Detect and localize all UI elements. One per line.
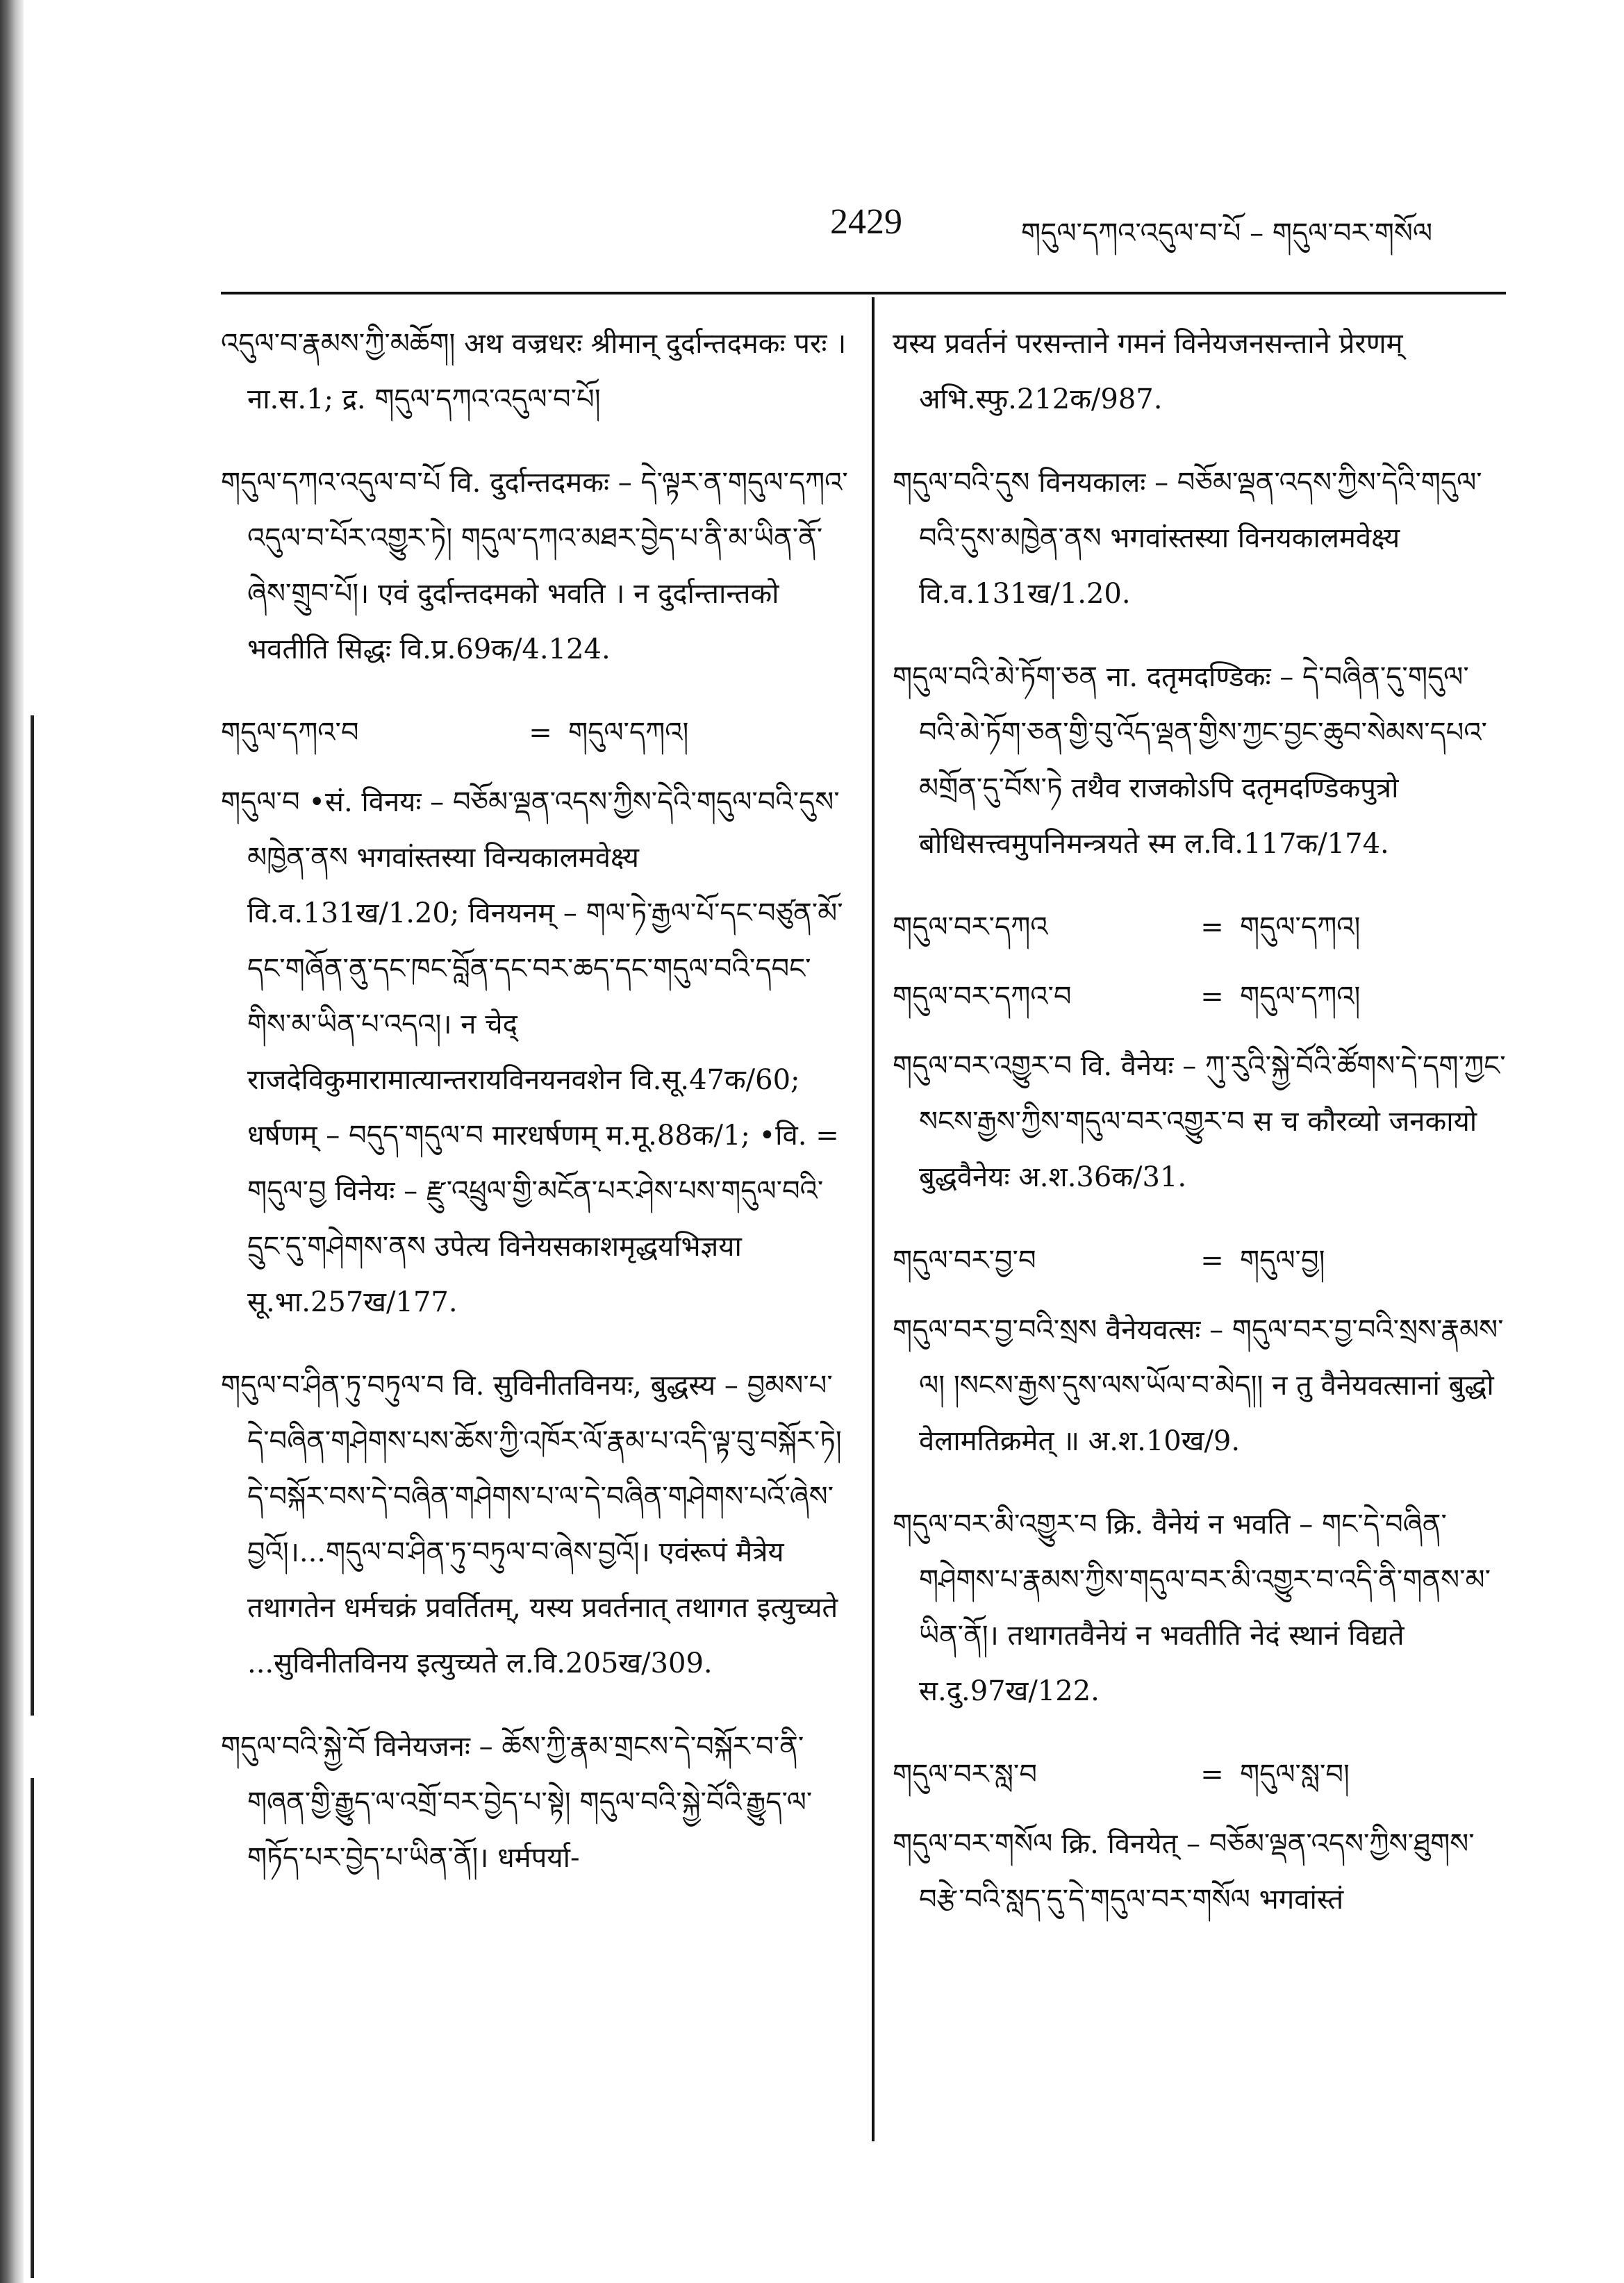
- dictionary-entry: [893, 455, 1507, 622]
- header-rule: [221, 292, 1506, 294]
- dictionary-entry: [221, 774, 850, 1330]
- cross-reference-term: གདུལ་བར་དཀའ་བ: [893, 981, 1072, 1013]
- entry-text: यस्य प्रवर्तनं परसन्ताने गमनं विनेयजनसन्ताने प्रेरणम् अभि.स्फु.212क/987.: [893, 328, 1403, 415]
- page-number: 2429: [830, 202, 902, 242]
- running-head: གདུལ་དཀའ་འདུལ་བ་པོ – གདུལ་བར་གསོལ: [1021, 217, 1433, 249]
- cross-reference-eq: =: [529, 717, 552, 749]
- left-column: [221, 316, 850, 2136]
- entry-text: གདུལ་བའི་དུས विनयकालः – བཅོམ་ལྡན་འདས་ཀྱིས་དེའི་གདུལ་བའི་དུས་མཁྱེན་ནས भगवांस्तस्या विनयकालमवेक्ष्य वि.व.131ख/1.20.: [893, 467, 1482, 610]
- column-divider: [872, 297, 875, 2141]
- scan-edge: [0, 0, 24, 2283]
- entry-text: གདུལ་བར་འགྱུར་བ वि. वैनेयः – ཀུ་རུའི་སྐྱེ་བོའི་ཚོགས་དེ་དག་ཀྱང་སངས་རྒྱས་ཀྱིས་གདུལ་བར་འགྱུར་བ स च कौरव्यो जनकायो बुद्धवैनेयः अ.श.36क/31.: [893, 1050, 1506, 1193]
- cross-reference-eq: =: [1200, 911, 1224, 943]
- cross-reference: [893, 969, 1507, 1024]
- entry-text: གདུལ་བར་གསོལ क्रि. विनयेत् – བཅོམ་ལྡན་འདས་ཀྱིས་ཐུགས་བརྩེ་བའི་སླད་དུ་དེ་གདུལ་བར་གསོལ भगवांस्तं: [893, 1828, 1475, 1916]
- entry-text: གདུལ་དཀའ་འདུལ་བ་པོ वि. दुर्दान्तदमकः – དེ་ལྟར་ན་གདུལ་དཀའ་འདུལ་བ་པོར་འགྱུར་ཏེ། གདུལ་དཀའ་མཐར་བྱེད་པ་ནི་མ་ཡིན་ནོ་ཞེས་གྲུབ་པོ།। एवं दुर्दान्तदमको भवति । न दुर्दान्तान्तको भवतीति सिद्धः वि.प्र.69क/4.124.: [221, 467, 848, 665]
- entry-text: གདུལ་བ་ཤིན་ཏུ་བཏུལ་བ वि. सुविनीतविनयः, बुद्धस्य – བྱམས་པ་དེ་བཞིན་གཤེགས་པས་ཆོས་ཀྱི་འཁོར་ལོ་རྣམ་པ་འདི་ལྟ་བུ་བསྐོར་ཏེ། དེ་བསྐོར་བས་དེ་བཞིན་གཤེགས་པ་ལ་དེ་བཞིན་གཤེགས་པའོ་ཞེས་བྱའོ།।...གདུལ་བ་ཤིན་ཏུ་བཏུལ་བ་ཞེས་བྱའོ།। एवंरूपं मैत्रेय तथागतेन धर्मचक्रं प्रवर्तितम्, यस्य प्रवर्तनात् तथागत इत्युच्यते ...सुविनीतविनय इत्युच्यते ल.वि.205ख/309.: [221, 1370, 842, 1679]
- cross-reference: [893, 899, 1507, 955]
- dictionary-entry: [893, 1302, 1507, 1469]
- dictionary-entry: [221, 455, 850, 677]
- cross-reference-eq: =: [1200, 981, 1224, 1013]
- cross-reference-term: གདུལ་བར་དཀའ: [893, 911, 1048, 943]
- scan-edge-mark: [31, 1778, 34, 2278]
- cross-reference-eq: =: [1200, 1759, 1224, 1791]
- cross-reference-target: གདུལ་དཀའ།: [1240, 911, 1361, 943]
- dictionary-entry: [893, 1816, 1507, 1927]
- cross-reference: [893, 1233, 1507, 1288]
- right-column: [893, 316, 1507, 2136]
- cross-reference-target: གདུལ་བྱ།: [1240, 1245, 1325, 1277]
- entry-text: གདུལ་བའི་མེ་ཏོག་ཅན ना. दतृमदण्डिकः – དེ་བཞིན་དུ་གདུལ་བའི་མེ་ཏོག་ཅན་གྱི་བུ་འོད་ལྡན་གྱིས་ཀྱང་བྱང་ཆུབ་སེམས་དཔའ་མགྲོན་དུ་བོས་ཏེ तथैव राजकोऽपि दतृमदण्डिकपुत्रो बोधिसत्त्वमुपनिमन्त्रयते स्म ल.वि.117क/174.: [893, 661, 1487, 860]
- dictionary-entry: [893, 316, 1507, 427]
- entry-text: གདུལ་བ •सं. विनयः – བཅོམ་ལྡན་འདས་ཀྱིས་དེའི་གདུལ་བའི་དུས་མཁྱེན་ནས भगवांस्तस्या विन्यकालमवेक्ष्य वि.व.131ख/1.20; विनयनम् – གལ་ཏེ་རྒྱལ་པོ་དང་བཙུན་མོ་དང་གཞོན་ནུ་དང་ཁང་བློན་དང་བར་ཆད་དང་གདུལ་བའི་དབང་གིས་མ་ཡིན་པ་འདའ།। न चेद् राजदेविकुमारामात्यान्तरायविनयनवशेन वि.सू.47क/60; धर्षणम् – བདུད་གདུལ་བ मारधर्षणम् म.मू.88क/1; •वि. = གདུལ་བྱ विनेयः – རྫུ་འཕྲུལ་གྱི་མངོན་པར་ཤེས་པས་གདུལ་བའི་དྲུང་དུ་གཤེགས་ནས उपेत्य विनेयसकाशमृद्धयभिज्ञया सू.भा.257ख/177.: [221, 786, 843, 1318]
- cross-reference-target: གདུལ་དཀའ།: [1240, 981, 1361, 1013]
- dictionary-entry: [221, 316, 850, 427]
- dictionary-entry: [893, 649, 1507, 872]
- entry-text: གདུལ་བར་བྱ་བའི་སྲས वैनेयवत्सः – གདུལ་བར་བྱ་བའི་སྲས་རྣམས་ལ། །སངས་རྒྱས་དུས་ལས་ཡོལ་བ་མེད།། न तु वैनेयवत्सानां बुद्धो वेलामतिक्रमेत् ॥ अ.श.10ख/9.: [893, 1314, 1504, 1457]
- cross-reference-target: གདུལ་དཀའ།: [568, 717, 689, 749]
- cross-reference-term: གདུལ་བར་བྱ་བ: [893, 1245, 1036, 1277]
- entry-text: གདུལ་བའི་སྐྱེ་བོ विनेयजनः – ཆོས་ཀྱི་རྣམ་གྲངས་དེ་བསྐོར་བ་ནི་གཞན་གྱི་རྒྱུད་ལ་འགྲོ་བར་བྱེད་པ་སྟེ། གདུལ་བའི་སྐྱེ་བོའི་རྒྱུད་ལ་གཏོད་པར་བྱེད་པ་ཡིན་ནོ།। धर्मपर्या-: [221, 1731, 813, 1874]
- cross-reference: [221, 705, 850, 761]
- entry-text: འདུལ་བ་རྣམས་ཀྱི་མཆོག། अथ वज्रधरः श्रीमान् दुर्दान्तदमकः परः । ना.स.1; द्र. གདུལ་དཀའ་འདུལ་བ་པོ།: [221, 328, 847, 415]
- cross-reference-term: གདུལ་དཀའ་བ: [221, 717, 359, 749]
- dictionary-entry: [221, 1719, 850, 1886]
- dictionary-entry: [893, 1038, 1507, 1205]
- dictionary-entry: [221, 1358, 850, 1691]
- scan-edge-mark: [31, 715, 34, 1716]
- cross-reference-eq: =: [1200, 1245, 1224, 1277]
- dictionary-entry: [893, 1497, 1507, 1719]
- entry-text: གདུལ་བར་མི་འགྱུར་བ क्रि. वैनेयं न भवति – གང་དེ་བཞིན་གཤེགས་པ་རྣམས་ཀྱིས་གདུལ་བར་མི་འགྱུར་བ་འདི་ནི་གནས་མ་ཡིན་ནོ།। तथागतवैनेयं न भवतीति नेदं स्थानं विद्यते स.दु.97ख/122.: [893, 1509, 1491, 1707]
- cross-reference-term: གདུལ་བར་སླ་བ: [893, 1759, 1037, 1791]
- cross-reference: [893, 1747, 1507, 1802]
- cross-reference-target: གདུལ་སླ་བ།: [1240, 1759, 1350, 1791]
